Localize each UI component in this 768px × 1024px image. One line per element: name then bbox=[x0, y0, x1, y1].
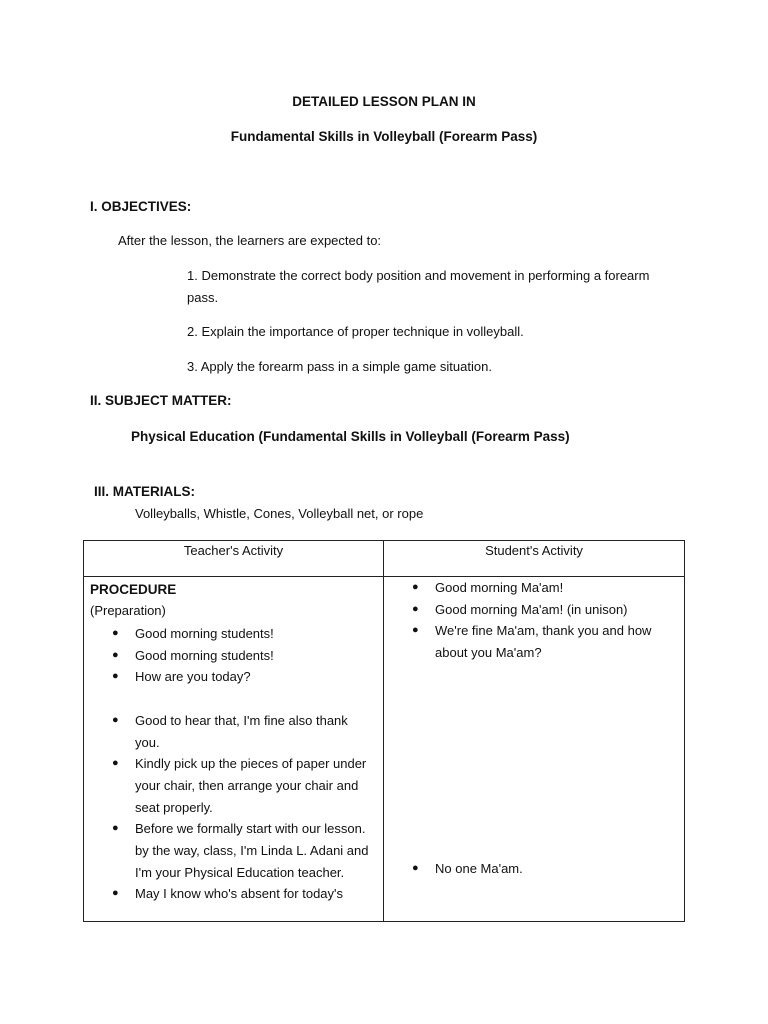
bullet-icon: ● bbox=[112, 757, 119, 770]
materials-text: Volleyballs, Whistle, Cones, Volleyball net, or rope bbox=[135, 506, 424, 521]
activity-table bbox=[83, 540, 685, 922]
list-item: ● Good morning Ma'am! (in unison) bbox=[384, 599, 684, 621]
subject-matter-heading: II. SUBJECT MATTER: bbox=[90, 393, 232, 408]
list-item: ● Before we formally start with our lesson. by the way, class, I'm Linda L. Adani and I'm your Physical Education teacher. bbox=[84, 818, 383, 883]
teacher-activity-cell bbox=[84, 577, 384, 922]
student-list bbox=[384, 577, 684, 664]
objectives-heading: I. OBJECTIVES: bbox=[90, 199, 192, 214]
list-item: ● We're fine Ma'am, thank you and how about you Ma'am? bbox=[384, 620, 684, 663]
materials-heading: III. MATERIALS: bbox=[94, 484, 195, 499]
list-item: ● Kindly pick up the pieces of paper under your chair, then arrange your chair and seat properly. bbox=[84, 753, 383, 818]
list-spacer bbox=[84, 688, 383, 710]
list-item: ● Good morning students! bbox=[84, 645, 383, 667]
table-row bbox=[84, 577, 685, 922]
bullet-icon: ● bbox=[412, 624, 419, 637]
teacher-activity-header: Teacher's Activity bbox=[84, 541, 384, 577]
preparation-label: (Preparation) bbox=[90, 603, 166, 618]
bullet-icon: ● bbox=[412, 862, 419, 874]
bullet-icon: ● bbox=[112, 627, 119, 639]
objective-item-1: 1. Demonstrate the correct body position and movement in performing a forearm pass. bbox=[187, 268, 650, 305]
document-subtitle: Fundamental Skills in Volleyball (Forearm Pass) bbox=[230, 129, 538, 144]
list-item: ● Good morning students! bbox=[84, 623, 383, 645]
list-item: ● Good to hear that, I'm fine also thank you. bbox=[84, 710, 383, 753]
bullet-icon: ● bbox=[112, 713, 119, 726]
objectives-intro: After the lesson, the learners are expected to: bbox=[118, 233, 382, 248]
bullet-icon: ● bbox=[112, 648, 119, 661]
bullet-icon: ● bbox=[412, 581, 419, 593]
bullet-icon: ● bbox=[412, 602, 419, 615]
list-item: ● Good morning Ma'am! bbox=[384, 577, 684, 599]
bullet-icon: ● bbox=[112, 822, 119, 835]
student-activity-header: Student's Activity bbox=[384, 541, 685, 577]
document-title: DETAILED LESSON PLAN IN bbox=[292, 94, 476, 109]
student-list-late bbox=[384, 858, 684, 880]
objective-item-3: 3. Apply the forearm pass in a simple game situation. bbox=[187, 359, 492, 374]
list-item: ● May I know who's absent for today's bbox=[84, 883, 383, 905]
student-activity-cell bbox=[384, 577, 685, 922]
subject-matter-text: Physical Education (Fundamental Skills in Volleyball (Forearm Pass) bbox=[131, 429, 570, 444]
bullet-icon: ● bbox=[112, 887, 119, 900]
list-item: ● How are you today? bbox=[84, 666, 383, 688]
table-header-row bbox=[84, 541, 685, 577]
procedure-label: PROCEDURE bbox=[90, 582, 177, 597]
objective-item-2: 2. Explain the importance of proper technique in volleyball. bbox=[187, 324, 524, 339]
bullet-icon: ● bbox=[112, 670, 119, 683]
teacher-list bbox=[84, 623, 383, 905]
list-item: ● No one Ma'am. bbox=[384, 858, 684, 880]
